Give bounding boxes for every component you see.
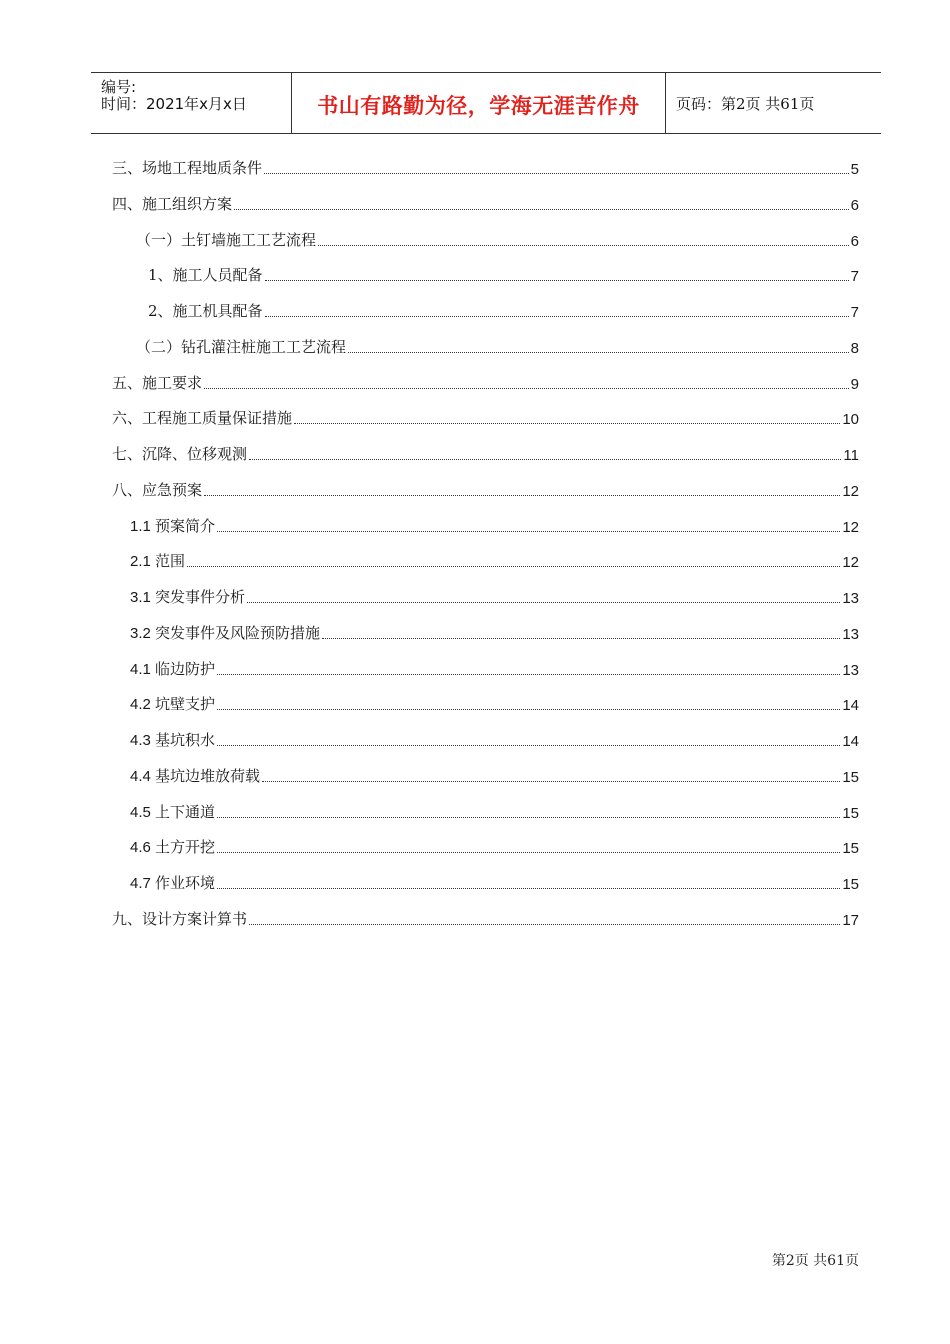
toc-dot-leader [217, 817, 840, 818]
toc-dot-leader [247, 602, 840, 603]
toc-entry[interactable] [112, 907, 859, 929]
toc-entry[interactable] [148, 263, 859, 285]
toc-entry-title: 六、工程施工质量保证措施 [112, 409, 293, 428]
toc-entry-title: （二）钻孔灌注桩施工工艺流程 [136, 337, 347, 356]
toc-entry-page: 14 [842, 697, 859, 715]
toc-entry-title: 七、沉降、位移观测 [112, 445, 248, 464]
toc-entry-title: 四、施工组织方案 [112, 194, 233, 213]
toc-dot-leader [265, 316, 849, 317]
toc-entry[interactable] [130, 621, 859, 643]
toc-entry-page: 12 [842, 482, 859, 500]
toc-entry-title: 2、施工机具配备 [148, 302, 263, 321]
toc-dot-leader [217, 888, 840, 889]
toc-entry[interactable] [148, 299, 859, 321]
toc-dot-leader [318, 245, 849, 246]
toc-dot-leader [294, 423, 840, 424]
toc-entry-title: 1、施工人员配备 [148, 266, 263, 285]
toc-entry-title: 五、施工要求 [112, 373, 203, 392]
toc-entry[interactable] [136, 228, 859, 250]
toc-dot-leader [217, 852, 840, 853]
toc-entry[interactable] [130, 692, 859, 714]
toc-entry-page: 12 [842, 518, 859, 536]
toc-entry-page: 13 [842, 625, 859, 643]
toc-entry-title: （一）土钉墙施工工艺流程 [136, 230, 317, 249]
toc-entry-title: 4.2 坑壁支护 [130, 696, 216, 714]
toc-dot-leader [249, 924, 840, 925]
header-motto-cell [292, 73, 666, 133]
toc-entry[interactable] [112, 406, 859, 428]
toc-entry[interactable] [136, 335, 859, 357]
toc-entry-page: 10 [842, 411, 859, 429]
toc-entry-title: 4.7 作业环境 [130, 875, 216, 893]
toc-entry[interactable] [130, 549, 859, 571]
toc-dot-leader [262, 781, 840, 782]
toc-entry-title: 八、应急预案 [112, 480, 203, 499]
toc-entry-title: 4.5 上下通道 [130, 803, 216, 821]
toc-entry[interactable] [130, 585, 859, 607]
toc-dot-leader [217, 709, 840, 710]
toc-entry-page: 6 [850, 196, 859, 214]
toc-dot-leader [265, 280, 849, 281]
toc-entry-title: 4.1 临边防护 [130, 660, 216, 678]
toc-entry[interactable] [112, 192, 859, 214]
toc-dot-leader [234, 209, 849, 210]
toc-entry-page: 15 [842, 876, 859, 894]
toc-dot-leader [249, 459, 841, 460]
toc-entry[interactable] [130, 871, 859, 893]
toc-entry-page: 5 [850, 161, 859, 178]
toc-entry-title: 1.1 预案简介 [130, 517, 216, 535]
toc-entry[interactable] [130, 728, 859, 750]
toc-entry-page: 17 [842, 911, 859, 929]
toc-entry-page: 13 [842, 590, 859, 608]
toc-dot-leader [322, 638, 840, 639]
toc-entry[interactable] [130, 835, 859, 857]
toc-dot-leader [217, 531, 840, 532]
toc-entry-title: 九、设计方案计算书 [112, 909, 248, 928]
toc-entry-title: 4.6 土方开挖 [130, 839, 216, 857]
header-info-cell [91, 73, 292, 133]
toc-entry-page: 15 [842, 804, 859, 822]
toc-dot-leader [204, 388, 849, 389]
toc-entry-title: 4.4 基坑边堆放荷载 [130, 767, 261, 785]
header-page-cell [666, 73, 881, 133]
toc-entry[interactable] [112, 478, 859, 500]
document-number-label: 编号: [101, 78, 137, 96]
toc-entry-title: 3.1 突发事件分析 [130, 589, 246, 607]
page-header [91, 72, 881, 134]
toc-entry[interactable] [112, 156, 859, 178]
toc-entry-page: 7 [850, 304, 859, 322]
toc-entry-page: 15 [842, 768, 859, 786]
toc-entry-page: 9 [850, 375, 859, 393]
footer-page-number: 第2页 共61页 [771, 1253, 859, 1269]
toc-entry-page: 12 [842, 554, 859, 572]
toc-entry[interactable] [112, 371, 859, 393]
header-page-code: 页码：第2页 共61页 [676, 95, 815, 113]
toc-entry-title: 3.2 突发事件及风险预防措施 [130, 624, 321, 642]
toc-entry-title: 4.3 基坑积水 [130, 732, 216, 750]
header-motto: 书山有路勤为径，学海无涯苦作舟 [317, 94, 640, 118]
toc-dot-leader [187, 566, 840, 567]
toc-entry[interactable] [130, 657, 859, 679]
toc-entry[interactable] [112, 442, 859, 464]
toc-entry-page: 8 [850, 339, 859, 357]
toc-dot-leader [204, 495, 840, 496]
document-time-label: 时间：2021年x月x日 [101, 95, 247, 113]
toc-entry-page: 6 [850, 232, 859, 250]
toc-dot-leader [264, 173, 849, 174]
toc-dot-leader [217, 745, 840, 746]
toc-dot-leader [217, 674, 840, 675]
toc-entry-page: 11 [843, 447, 859, 465]
toc-entry-title: 2.1 范围 [130, 553, 186, 571]
toc-entry[interactable] [130, 514, 859, 536]
toc-entry-title: 三、场地工程地质条件 [112, 159, 263, 177]
toc-entry-page: 14 [842, 733, 859, 751]
toc-entry-page: 15 [842, 840, 859, 858]
toc-entry[interactable] [130, 800, 859, 822]
toc-entry-page: 7 [850, 268, 859, 286]
toc-entry[interactable] [130, 764, 859, 786]
toc-entry-page: 13 [842, 661, 859, 679]
toc-dot-leader [348, 352, 849, 353]
